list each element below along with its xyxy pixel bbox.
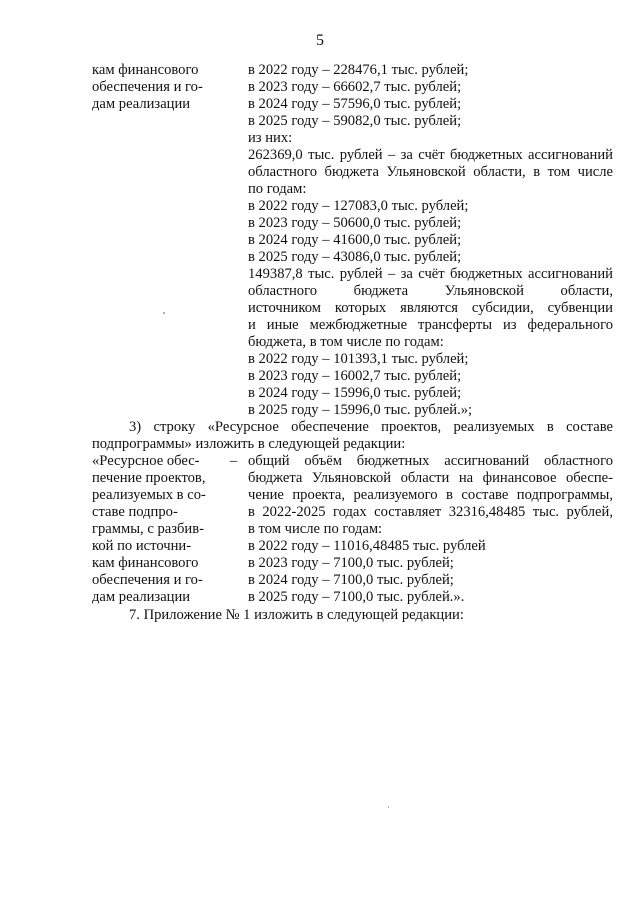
funding-year-line: в 2024 году – 7100,0 тыс. рублей; [248,572,454,588]
funding-year-line: в 2025 году – 15996,0 тыс. рублей.»; [248,402,473,418]
funding-subheading: из них: [248,130,293,146]
funding-text-line: областного бюджета Ульяновской области, в том числе [248,164,613,180]
left-cell-line: кам финансового [92,62,199,78]
page-number: 5 [316,32,324,49]
scan-speck [163,312,165,314]
funding-year-line: в 2023 году – 50600,0 тыс. рублей; [248,215,462,231]
funding-year-line: в 2023 году – 7100,0 тыс. рублей; [248,555,454,571]
left-cell-line: кой по источни- [92,538,192,554]
paragraph-3-line-1: 3) строку «Ресурсное обеспечение проектов, реализуемых в составе [129,419,613,435]
funding-year-line: в 2023 году – 16002,7 тыс. рублей; [248,368,462,384]
left-cell-line: «Ресурсное обес- [92,453,200,469]
funding-year-line: в 2022 году – 228476,1 тыс. рублей; [248,62,469,78]
funding-text-line: областного бюджета Ульяновской области, [248,283,613,299]
funding-text-line: бюджета Ульяновской области на финансовое обеспе- [248,470,613,486]
funding-year-line: в 2022 году – 11016,48485 тыс. рублей [248,538,486,554]
funding-text-line: бюджета, в том числе по годам: [248,334,444,350]
left-cell-line: дам реализации [92,589,191,605]
funding-text-line: 262369,0 тыс. рублей – за счёт бюджетных ассигнований [248,147,613,163]
funding-year-line: в 2022 году – 101393,1 тыс. рублей; [248,351,469,367]
funding-year-line: в 2024 году – 41600,0 тыс. рублей; [248,232,462,248]
paragraph-7: 7. Приложение № 1 изложить в следующей редакции: [129,607,464,623]
left-cell-line: ставе подпро- [92,504,178,520]
left-cell-line: обеспечения и го- [92,79,203,95]
paragraph-3-line-2: подпрограммы» изложить в следующей редакции: [92,436,406,452]
funding-text-line: 149387,8 тыс. рублей – за счёт бюджетных ассигнований [248,266,613,282]
left-cell-line: реализуемых в со- [92,487,206,503]
funding-year-line: в 2023 году – 66602,7 тыс. рублей; [248,79,462,95]
funding-text-line: источником которых являются субсидии, субвенции [248,300,613,316]
left-cell-line: граммы, с разбив- [92,521,204,537]
funding-year-line: в 2025 году – 43086,0 тыс. рублей; [248,249,462,265]
left-cell-line: печение проектов, [92,470,206,486]
funding-year-line: в 2025 году – 59082,0 тыс. рублей; [248,113,462,129]
funding-text-line: общий объём бюджетных ассигнований областного [248,453,613,469]
funding-year-line: в 2024 году – 57596,0 тыс. рублей; [248,96,462,112]
funding-text-line: по годам: [248,181,307,197]
funding-text-line: в том числе по годам: [248,521,383,537]
funding-text-line: и иные межбюджетные трансферты из федерального [248,317,613,333]
row-dash: – [230,453,238,469]
funding-year-line: в 2022 году – 127083,0 тыс. рублей; [248,198,469,214]
left-cell-line: обеспечения и го- [92,572,203,588]
left-cell-line: кам финансового [92,555,199,571]
scan-speck [388,806,389,808]
funding-year-line: в 2024 году – 15996,0 тыс. рублей; [248,385,462,401]
left-cell-line: дам реализации [92,96,191,112]
funding-text-line: в 2022-2025 годах составляет 32316,48485 тыс. рублей, [248,504,613,520]
funding-year-line: в 2025 году – 7100,0 тыс. рублей.». [248,589,465,605]
funding-text-line: чение проекта, реализуемого в составе подпрограммы, [248,487,613,503]
